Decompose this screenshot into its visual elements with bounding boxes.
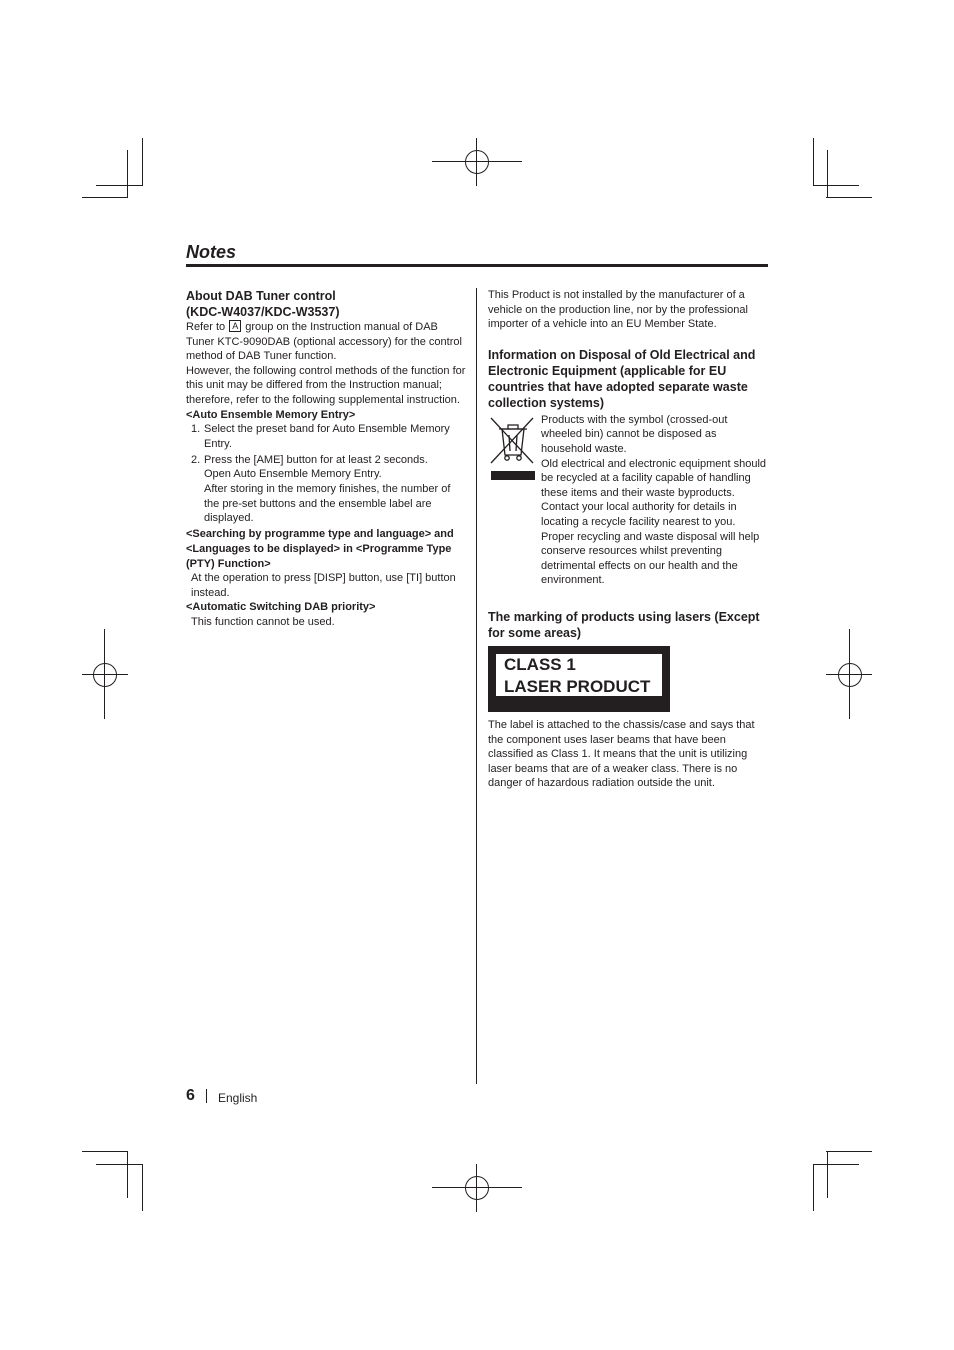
page-title: Notes [186,242,237,262]
pty-text: At the operation to press [DISP] button, use [TI] button instead. [191,572,456,599]
section-heading: About DAB Tuner control (KDC-W4037/KDC-W3537) [186,289,340,319]
crop-mark [813,185,859,186]
registration-mark-top [432,138,522,186]
registration-mark-left [82,629,128,719]
crop-mark [826,197,872,198]
subheading-pty: <Searching by programme type and language> and <Languages to be displayed> in <Programme Type (PTY) Function> [186,528,454,570]
footer-language: English [218,1091,258,1105]
list-item: 1. Select the preset band for Auto Ensemble Memory Entry. [191,423,450,450]
laser-text: The label is attached to the chassis/case and says that the component uses laser beams that have been classified as Class 1. It means that the unit is utilizing laser beams that are of a weaker class. There is no danger of hazardous radiation outside the unit. [488,718,755,790]
crossed-out-wheeled-bin-icon [488,415,538,485]
registration-mark-right [826,629,872,719]
crop-mark [96,185,143,186]
laser-product-label [488,646,670,712]
crop-mark [827,1151,828,1198]
title-rule [186,264,768,267]
disposal-heading: Information on Disposal of Old Electrical and Electronic Equipment (applicable for EU countries that have adopted separate waste collection systems) [488,347,756,410]
crop-mark [813,138,814,186]
crop-mark [142,1164,143,1211]
intro-paragraph: Refer to A group on the Instruction manual of DAB Tuner KTC-9090DAB (optional accessory) for the control method of DAB Tuner function. [186,321,462,363]
subheading-auto-switching: <Automatic Switching DAB priority> [186,601,376,614]
registration-mark-bottom [432,1164,522,1212]
steps-list [186,422,468,526]
crop-mark [813,1164,859,1165]
crop-mark [813,1164,814,1211]
footer-divider [206,1089,207,1103]
crop-mark [96,1164,143,1165]
laser-label-line1: CLASS 1 [504,654,576,674]
disposal-text-1: Products with the symbol (crossed-out wheeled bin) cannot be disposed as household waste. [541,413,728,455]
installation-note: This Product is not installed by the manufacturer of a vehicle on the production line, nor by the professional importer of a vehicle into an EU Member State. [488,289,748,331]
laser-heading: The marking of products using lasers (Except for some areas) [488,609,760,640]
boxed-letter: A [229,320,241,332]
crop-mark [127,1151,128,1198]
crop-mark [127,150,128,198]
right-column [488,288,768,791]
laser-label-line2: LASER PRODUCT [504,676,651,696]
crop-mark [82,1151,128,1152]
disposal-block [488,413,768,588]
crop-mark [826,1151,872,1152]
disposal-text-2: Old electrical and electronic equipment should be recycled at a facility capable of handling these items and their waste byproducts. Contact your local authority for details in locating a recycle facility nearest to you. Proper recycling and waste disposal will help conserve resources whilst preventing detrimental effects on our health and the environment. [541,457,767,587]
auto-switching-text: This function cannot be used. [191,615,335,628]
crop-mark [827,150,828,198]
left-column [186,288,468,629]
subheading-auto-ensemble: <Auto Ensemble Memory Entry> [186,408,356,421]
page-number: 6 [186,1087,195,1104]
crop-mark [142,138,143,186]
column-divider [476,288,477,1084]
intro-paragraph-2: However, the following control methods of the function for this unit may be differed from the Instruction manual; therefore, refer to the following supplemental instruction. [186,364,466,406]
list-item: 2. Press the [AME] button for at least 2 seconds. Open Auto Ensemble Memory Entry. After storing in the memory finishes, the number of the pre-set buttons and the ensemble label are displayed. [191,453,451,525]
crop-mark [82,197,128,198]
